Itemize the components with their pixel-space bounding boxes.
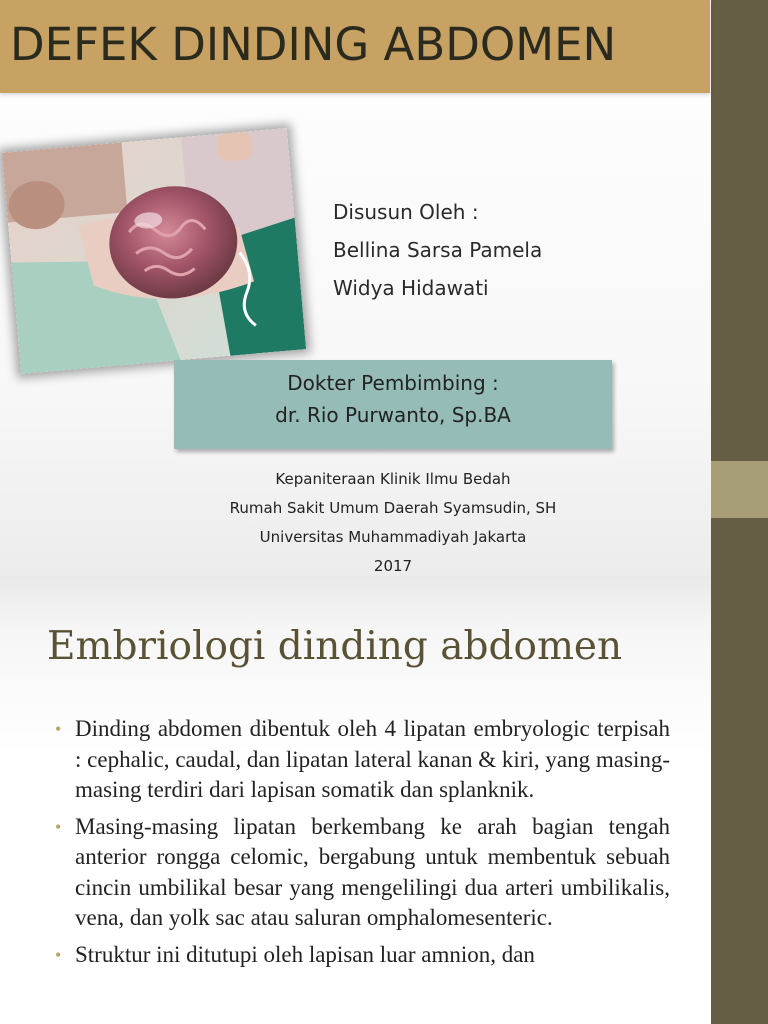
supervisor-label: Dokter Pembimbing :	[287, 371, 499, 395]
author-name: Widya Hidawati	[333, 276, 489, 300]
bullet-text: Masing-masing lipatan berkembang ke arah bagian tengah anterior rongga celomic, bergabung untuk membentuk sebuah cincin umbilikal besar yang mengelilingi dua arteri umbilikalis, vena, dan yolk sac atau saluran omphalomesenteric.	[75, 813, 670, 930]
bullet-dot-icon: •	[55, 816, 62, 837]
affiliation-block	[174, 465, 612, 576]
affiliation-line: Universitas Muhammadiyah Jakarta	[259, 528, 527, 546]
bullet-item	[55, 940, 670, 971]
bullet-dot-icon: •	[55, 719, 62, 739]
supervisor-name: dr. Rio Purwanto, Sp.BA	[275, 403, 511, 427]
author-block	[333, 193, 542, 307]
slide-title-text: DEFEK DINDING ABDOMEN	[10, 18, 617, 71]
slide-sidebar	[711, 576, 768, 1024]
author-label: Disusun Oleh :	[333, 200, 479, 224]
slide-heading: Embriologi dinding abdomen	[47, 624, 623, 669]
supervisor-box	[174, 360, 612, 449]
bullet-list	[55, 714, 670, 976]
bullet-text: Struktur ini ditutupi oleh lapisan luar amnion, dan	[75, 941, 535, 967]
author-name: Bellina Sarsa Pamela	[333, 238, 543, 262]
bullet-dot-icon: •	[55, 944, 62, 965]
affiliation-year: 2017	[373, 557, 413, 575]
title-bar	[0, 0, 710, 93]
bullet-item	[55, 714, 670, 806]
clinical-photo	[2, 128, 306, 374]
bullet-text: Dinding abdomen dibentuk oleh 4 lipatan embryologic terpisah : cephalic, caudal, dan lipatan lateral kanan & kiri, yang masing-masing terdiri dari lapisan somatik dan splanknik.	[75, 716, 670, 802]
sidebar-accent-block	[711, 461, 768, 518]
affiliation-line: Rumah Sakit Umum Daerah Syamsudin, SH	[229, 499, 557, 517]
bullet-item	[55, 812, 670, 934]
affiliation-line: Kepaniteraan Klinik Ilmu Bedah	[275, 470, 511, 488]
clinical-photo-image	[2, 128, 306, 374]
slide-embryology	[0, 576, 768, 1024]
